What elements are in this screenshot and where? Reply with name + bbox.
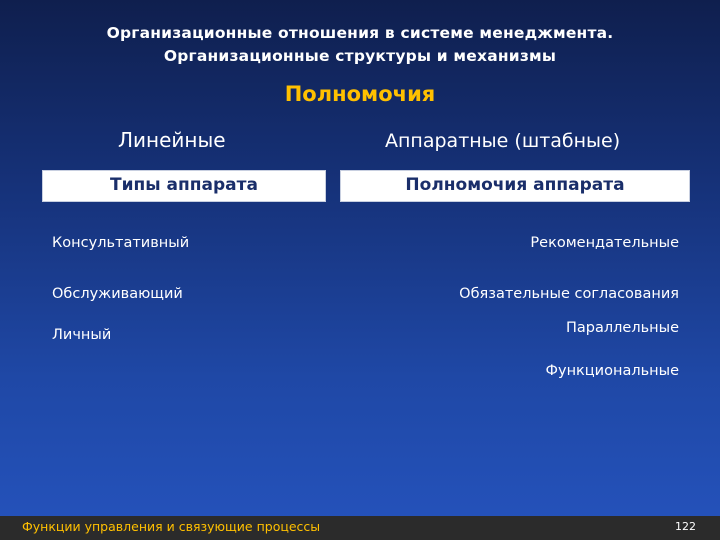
slide-title	[0, 22, 720, 68]
left-list-item: Личный	[52, 327, 112, 343]
apparatus-authority-box: Полномочия аппарата	[340, 170, 690, 202]
apparatus-types-box: Типы аппарата	[42, 170, 326, 202]
right-list-item: Функциональные	[545, 363, 679, 379]
right-list-item: Параллельные	[566, 320, 679, 336]
left-list-item: Консультативный	[52, 235, 190, 251]
title-line-2: Организационные структуры и механизмы	[163, 47, 557, 65]
title-line-1: Организационные отношения в системе менеджмента.	[106, 24, 614, 42]
slide-subtitle: Полномочия	[284, 82, 436, 106]
staff-heading: Аппаратные (штабные)	[385, 130, 621, 152]
footer-bar	[0, 516, 720, 540]
right-list-item: Рекомендательные	[530, 235, 679, 251]
left-list-item: Обслуживающий	[52, 286, 183, 302]
right-list-item: Обязательные согласования	[459, 286, 679, 302]
footer-text: Функции управления и связующие процессы	[22, 519, 321, 534]
linear-heading: Линейные	[118, 128, 226, 152]
page-number: 122	[675, 520, 696, 533]
